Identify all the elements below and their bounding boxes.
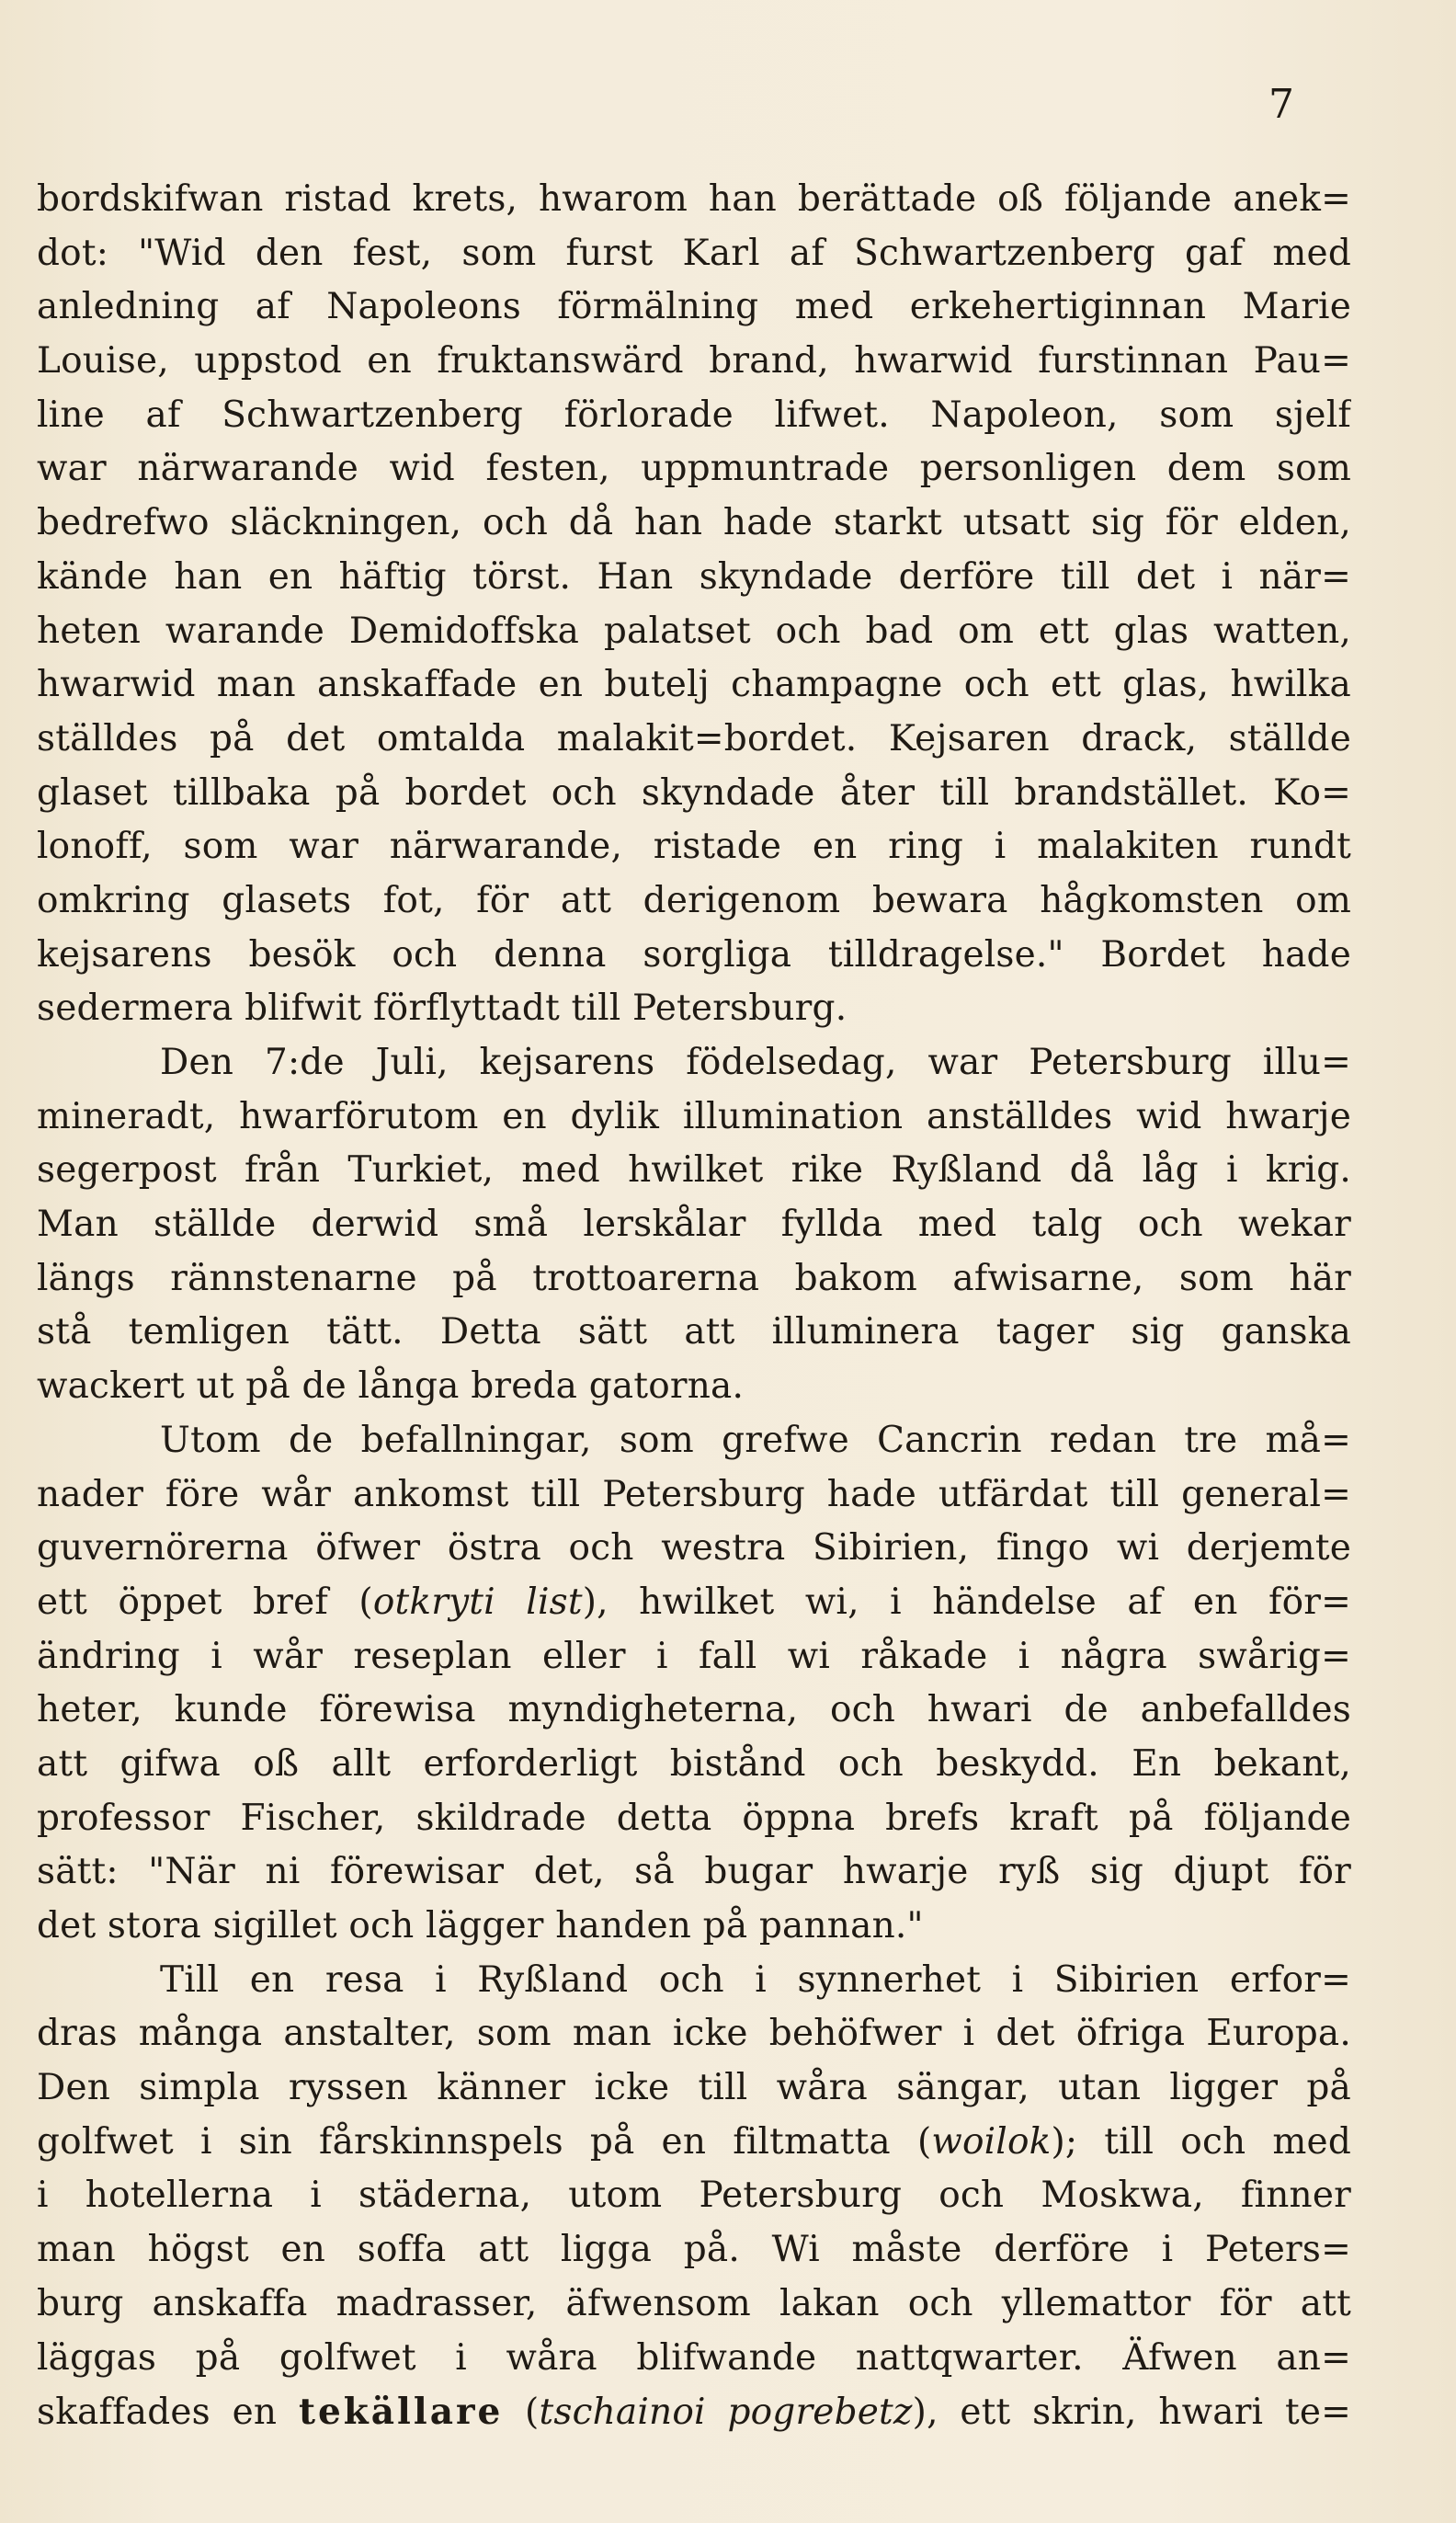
text-segment: golfwet i sin fårskinnspels på en filtmatta ( — [37, 2120, 932, 2163]
text-line: anledning af Napoleons förmälning med erkehertiginnan Marie — [37, 286, 1351, 328]
text-segment: ); till och med — [1051, 2120, 1351, 2163]
text-line — [37, 2385, 1351, 2439]
italic-term: otkryti list — [372, 1581, 583, 1623]
text-line: lonoff, som war närwarande, ristade en ring i malakiten rundt — [37, 826, 1351, 868]
text-line: guvernörerna öfwer östra och westra Sibirien, fingo wi derjemte — [37, 1527, 1351, 1570]
text-segment: ett öppet bref ( — [37, 1581, 373, 1623]
text-line: nader före wår ankomst till Petersburg hade utfärdat till general= — [37, 1473, 1351, 1515]
text-line: heter, kunde förewisa myndigheterna, och hwari de anbefalldes — [37, 1689, 1351, 1731]
text-line: kejsarens besök och denna sorgliga tilldragelse." Bordet hade — [37, 933, 1351, 976]
text-line: ställdes på det omtalda malakit=bordet. Kejsaren drack, ställde — [37, 717, 1351, 759]
text-line: längs rännstenarne på trottoarerna bakom afwisarne, som här — [37, 1257, 1351, 1299]
text-line — [37, 2116, 1351, 2170]
text-line: i hotellerna i städerna, utom Petersburg och Moskwa, finner — [37, 2175, 1351, 2217]
text-line: wackert ut på de långa breda gatorna. — [37, 1365, 745, 1408]
text-segment: ), ett skrin, hwari te= — [912, 2392, 1351, 2434]
text-segment: skaffades en — [37, 2392, 299, 2434]
text-line: Louise, uppstod en fruktanswärd brand, hwarwid furstinnan Pau= — [37, 340, 1351, 382]
text-line: dot: "Wid den fest, som furst Karl af Schwartzenberg gaf med — [37, 232, 1351, 274]
text-line: glaset tillbaka på bordet och skyndade åter till brandstället. Ko= — [37, 771, 1351, 814]
body-text — [37, 173, 1351, 2439]
page-number: 7 — [1268, 81, 1294, 128]
text-line: Den simpla ryssen känner icke till wåra sängar, utan ligger på — [37, 2067, 1351, 2109]
text-line: burg anskaffa madrasser, äfwensom lakan och yllemattor för att — [37, 2282, 1351, 2324]
text-line: bedrefwo släckningen, och då han hade starkt utsatt sig för elden, — [37, 502, 1351, 544]
text-line: sätt: "När ni förewisar det, så bugar hwarje ryß sig djupt för — [37, 1851, 1351, 1893]
text-line: mineradt, hwarförutom en dylik illumination anställdes wid hwarje — [37, 1095, 1351, 1137]
text-line: stå temligen tätt. Detta sätt att illuminera tager sig ganska — [37, 1311, 1351, 1353]
italic-term: woilok — [931, 2120, 1052, 2163]
text-line: bordskifwan ristad krets, hwarom han berättade oß följande anek= — [37, 178, 1351, 220]
text-line: Till en resa i Ryßland och i synnerhet i Sibirien erfor= — [160, 1958, 1351, 2001]
text-line: ändring i wår reseplan eller i fall wi råkade i några swårig= — [37, 1635, 1351, 1677]
text-line: det stora sigillet och lägger handen på pannan." — [37, 1905, 924, 1946]
text-line: dras många anstalter, som man icke behöfwer i det öfriga Europa. — [37, 2013, 1351, 2055]
text-line: professor Fischer, skildrade detta öppna brefs kraft på följande — [37, 1797, 1351, 1839]
text-line: man högst en soffa att ligga på. Wi måste derföre i Peters= — [37, 2229, 1351, 2271]
emphasized-term: tekällare — [298, 2391, 504, 2434]
text-line: line af Schwartzenberg förlorade lifwet. Napoleon, som sjelf — [37, 394, 1351, 436]
text-line: war närwarande wid festen, uppmuntrade personligen dem som — [37, 448, 1351, 490]
text-line: segerpost från Turkiet, med hwilket rike Ryßland då låg i krig. — [37, 1149, 1351, 1192]
text-line: Utom de befallningar, som grefwe Cancrin redan tre må= — [160, 1419, 1351, 1461]
text-line: att gifwa oß allt erforderligt bistånd och beskydd. En bekant, — [37, 1742, 1351, 1785]
text-line: läggas på golfwet i wåra blifwande nattqwarter. Äfwen an= — [37, 2336, 1351, 2379]
text-segment: ( — [503, 2392, 540, 2434]
italic-term: tschainoi pogrebetz — [539, 2392, 913, 2434]
text-line: Den 7:de Juli, kejsarens födelsedag, war Petersburg illu= — [160, 1042, 1351, 1083]
text-line: heten warande Demidoffska palatset och bad om ett glas watten, — [37, 610, 1351, 652]
text-line: hwarwid man anskaffade en butelj champagne och ett glas, hwilka — [37, 664, 1351, 706]
text-line: sedermera blifwit förflyttadt till Petersburg. — [37, 988, 847, 1030]
text-line: omkring glasets fot, för att derigenom bewara hågkomsten om — [37, 879, 1351, 921]
text-line — [37, 1576, 1351, 1630]
text-line: kände han en häftig törst. Han skyndade derföre till det i när= — [37, 555, 1351, 598]
text-line: Man ställde derwid små lerskålar fyllda med talg och wekar — [37, 1204, 1351, 1246]
text-segment: ), hwilket wi, i händelse af en för= — [582, 1581, 1351, 1623]
